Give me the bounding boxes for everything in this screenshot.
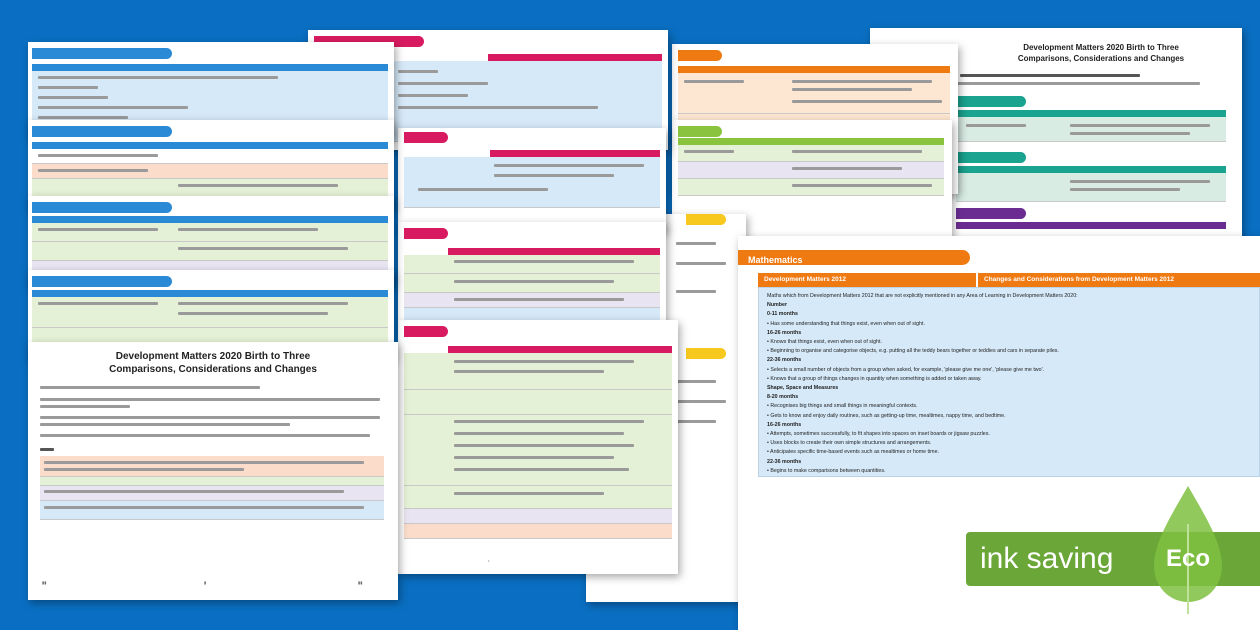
column-header-right: Changes and Considerations from Development Matters 2012	[978, 273, 1260, 287]
content-line: 22-36 months	[767, 458, 802, 465]
content-line: • Has some understanding that things exist, even when out of sight.	[767, 320, 925, 327]
content-line: • Knows that things exist, even when out of sight.	[767, 339, 882, 345]
ink-saving-badge	[966, 484, 1260, 630]
content-line: Shape, Space and Measures	[767, 385, 839, 391]
content-line: • Beginning to organise and categorise objects, e.g. putting all the teddy bears together or teddies and cars in separate piles.	[767, 348, 1059, 355]
badge-label: Eco	[1165, 545, 1210, 572]
sheet-title: Development Matters 2020 Birth to Three Comparisons, Considerations and Changes	[1017, 43, 1185, 63]
content-line: • Knows that a group of things changes in quantity when something is added or taken away.	[767, 375, 982, 382]
content-line: Number	[767, 302, 788, 309]
sheet-magenta-4: •	[398, 320, 678, 574]
content-line: • Recognises big things and small things in meaningful contexts.	[767, 403, 918, 410]
content-line: 16-26 months	[767, 329, 802, 336]
content-line: 8-20 months	[767, 394, 799, 401]
badge-text: ink saving	[980, 542, 1114, 575]
content-line: 16-26 months	[767, 421, 802, 428]
content-line: • Anticipates specific time-based events such as mealtimes or home time.	[767, 449, 940, 456]
sheet-magenta-2	[398, 128, 666, 232]
sheet-title-left: Development Matters 2020 Birth to Three Comparisons, Considerations and Changes ▮▮ ▮ ▮▮	[28, 342, 398, 600]
content-line: • Gets to know and enjoy daily routines, such as getting-up time, mealtimes, nappy time, and bedtime.	[767, 412, 1006, 419]
sheet-magenta-3	[398, 222, 666, 332]
content-line: Maths which from Development Matters 2012 that are not explicitly mentioned in any Area of Learning in Development Matters 2020:	[767, 293, 1078, 299]
sheet-title: Development Matters 2020 Birth to Three Comparisons, Considerations and Changes	[109, 351, 317, 375]
content-line: • Selects a small number of objects from a group when asked, for example, 'please give me one', 'please give me two'.	[767, 366, 1045, 373]
section-title: Mathematics	[748, 255, 803, 265]
content-line: 22-36 months	[767, 357, 802, 364]
content-line: • Uses blocks to create their own simple structures and arrangements.	[767, 440, 932, 447]
content-cell	[758, 287, 1260, 477]
content-line: • Begins to make comparisons between quantities.	[767, 467, 886, 474]
content-line: 0-11 months	[767, 311, 798, 318]
column-header-left: Development Matters 2012	[758, 273, 976, 287]
content-line: • Attempts, sometimes successfully, to fit shapes into spaces on inset boards or jigsaw puzzles.	[767, 431, 990, 437]
section-header	[738, 250, 970, 265]
